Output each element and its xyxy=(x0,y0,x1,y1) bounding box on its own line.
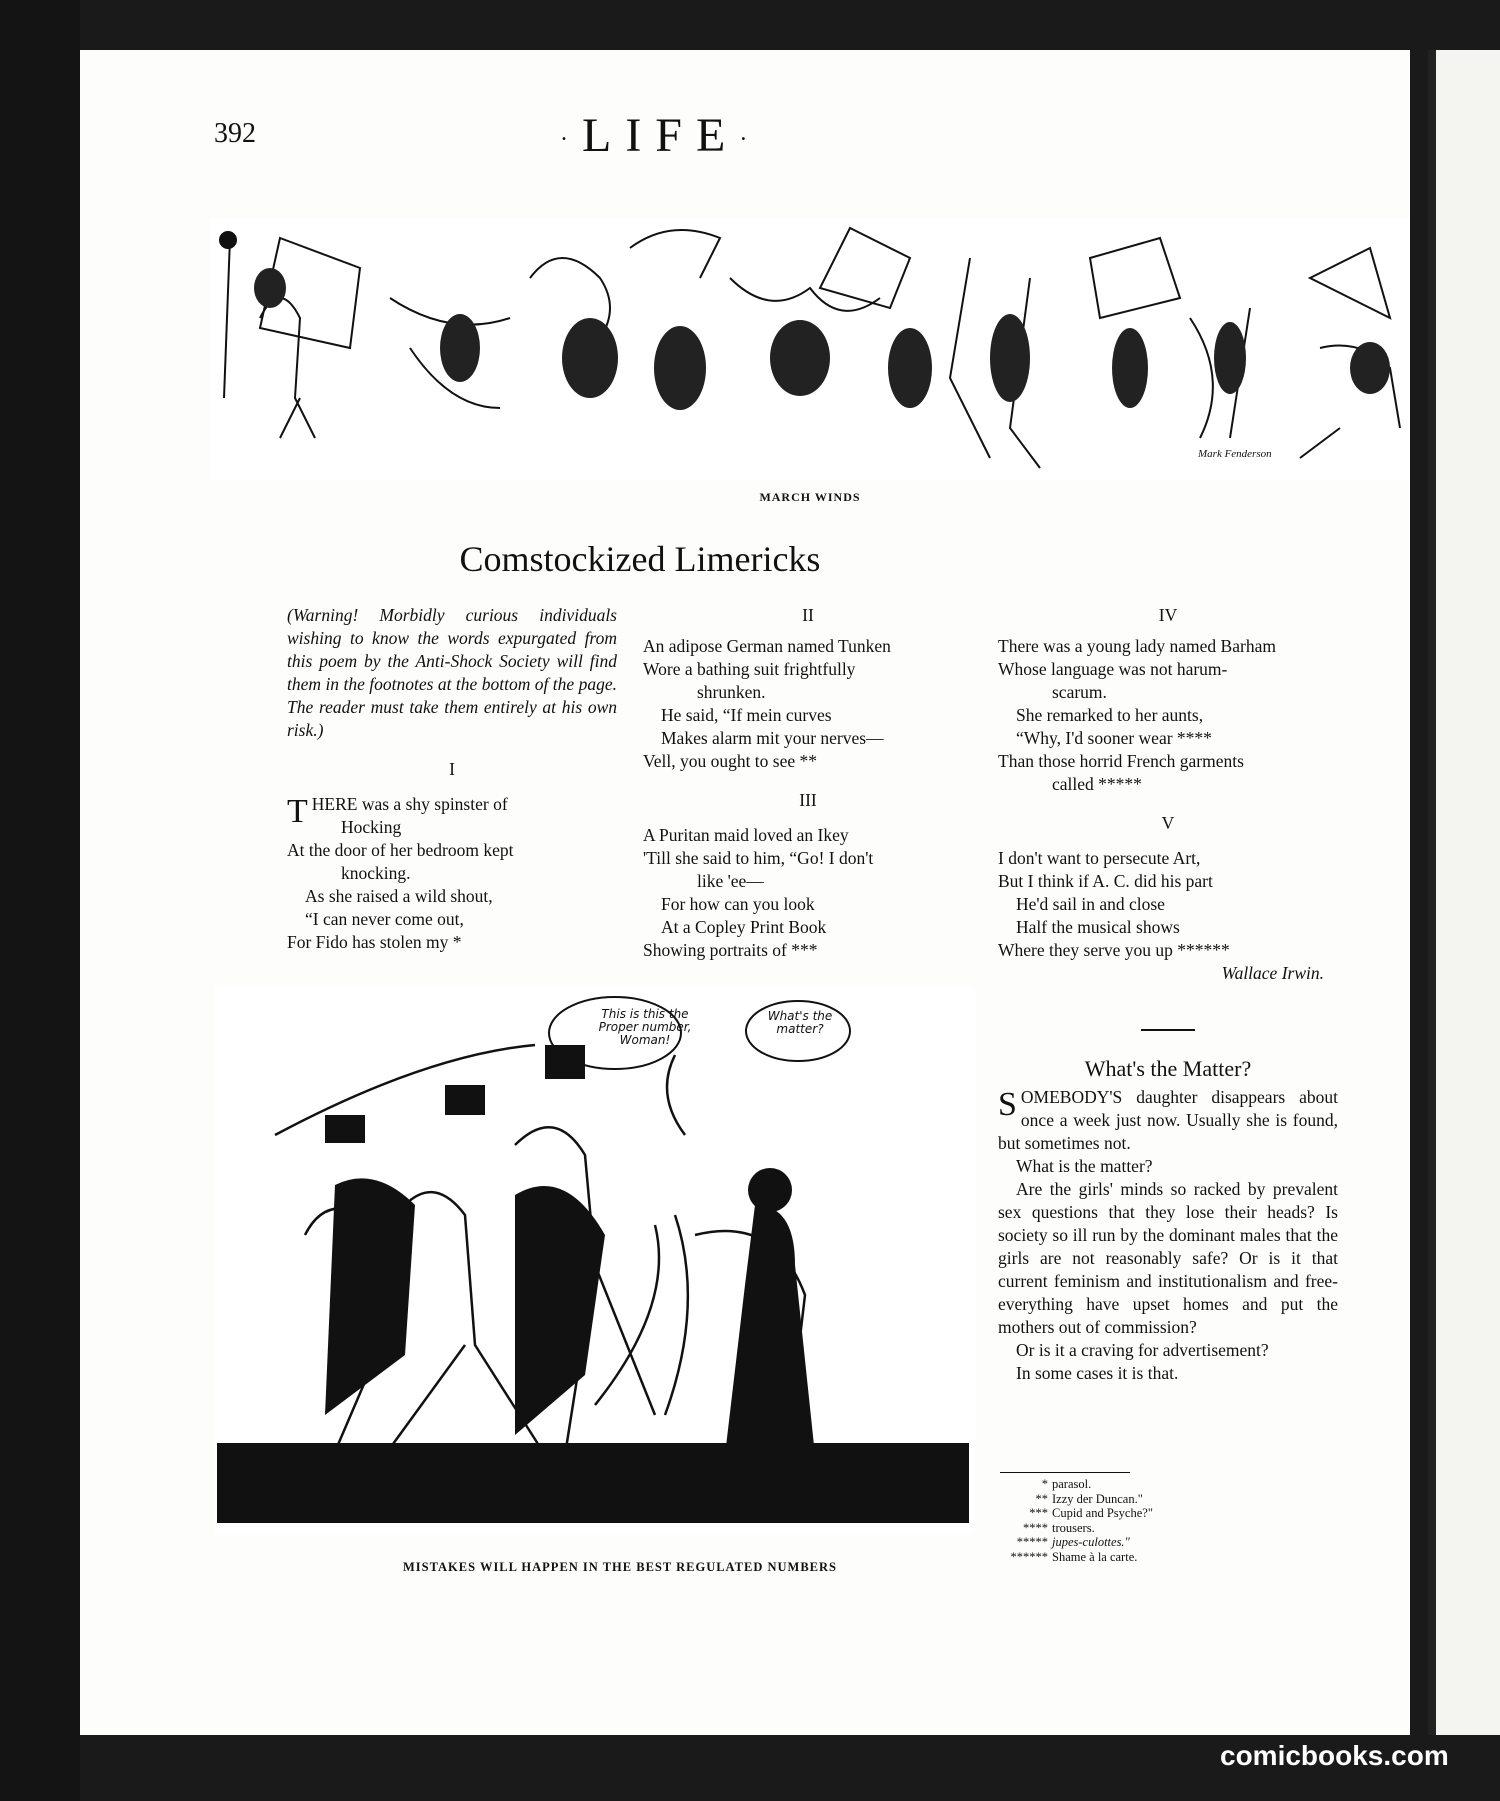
poem-line: Makes alarm mit your nerves— xyxy=(661,728,884,748)
footnote-rule xyxy=(1000,1472,1130,1473)
drop-cap: S xyxy=(998,1086,1017,1123)
speech-bubble-right: What's the matter? xyxy=(767,1009,833,1036)
poem-line: 'Till she said to him, “Go! I don't xyxy=(643,848,874,868)
stanza-numeral: V xyxy=(1161,813,1175,833)
poem-line: Showing portraits of *** xyxy=(643,940,818,960)
poem-line: “Why, I'd sooner wear **** xyxy=(1016,728,1212,748)
stanza-1 xyxy=(287,793,617,954)
poem-column-3 xyxy=(998,604,1338,1385)
footnote: *** Cupid and Psyche?" xyxy=(1029,1506,1153,1520)
poem-line: called ***** xyxy=(1052,774,1142,794)
poem-line: Whose language was not harum- xyxy=(998,659,1228,679)
stanza-numeral: III xyxy=(799,790,817,810)
poem-line: At a Copley Print Book xyxy=(661,917,827,937)
footnote: ** Izzy der Duncan." xyxy=(1035,1491,1143,1506)
poem-line: Vell, you ought to see ** xyxy=(643,751,818,771)
poem-line: knocking. xyxy=(341,863,411,883)
article-title: Comstockized Limericks xyxy=(459,539,821,579)
stanza-numeral: IV xyxy=(1158,605,1178,625)
poem-line: For how can you look xyxy=(661,894,815,914)
march-winds-cartoon xyxy=(210,218,1410,480)
poem-line: At the door of her bedroom kept xyxy=(287,840,514,860)
poem-line: He'd sail in and close xyxy=(1016,894,1165,914)
footnote: * parasol. xyxy=(1041,1477,1092,1491)
poem-line: She remarked to her aunts, xyxy=(1016,705,1204,725)
poem-line: HERE was a shy spinster of xyxy=(311,794,508,814)
top-cartoon-caption: MARCH WINDS xyxy=(759,490,861,504)
editorial-paragraph: OMEBODY'S daughter disappears about once a week just now. Usually she is found, but sometimes not. xyxy=(998,1087,1338,1153)
footnotes xyxy=(1000,1472,1200,1564)
poem-line: scarum. xyxy=(1052,682,1107,702)
poem-line: A Puritan maid loved an Ikey xyxy=(643,825,849,845)
poem-line: Wore a bathing suit frightfully xyxy=(643,659,856,679)
poem-column-1 xyxy=(287,604,617,954)
poem-line: “I can never come out, xyxy=(305,909,464,929)
poem-line: like 'ee— xyxy=(697,871,764,891)
footnote: **** trousers. xyxy=(1023,1520,1095,1535)
drop-cap: T xyxy=(287,793,308,830)
poem-line: Half the musical shows xyxy=(1016,917,1180,937)
masthead: ·LIFE· xyxy=(560,109,762,162)
poem-line: An adipose German named Tunken xyxy=(643,636,891,656)
scan-border-left xyxy=(0,0,80,1801)
editorial-paragraph: What is the matter? xyxy=(1016,1156,1153,1176)
stanza-numeral: I xyxy=(449,759,455,779)
poem-column-2 xyxy=(643,604,973,962)
editorial-body xyxy=(998,1086,1338,1385)
adjacent-page-edge xyxy=(1428,50,1500,1735)
poem-line: Where they serve you up ****** xyxy=(998,940,1230,960)
site-watermark: comicbooks.com xyxy=(1220,1740,1449,1771)
page-number: 392 xyxy=(214,118,256,149)
poem-line: shrunken. xyxy=(697,682,766,702)
editorial-heading: What's the Matter? xyxy=(1084,1056,1252,1081)
section-divider xyxy=(1141,1029,1195,1031)
magazine-title: LIFE xyxy=(582,109,740,162)
poem-line: There was a young lady named Barham xyxy=(998,636,1276,656)
editorial-paragraph: In some cases it is that. xyxy=(1016,1363,1179,1383)
poem-line: I don't want to persecute Art, xyxy=(998,848,1201,868)
poem-line: As she raised a wild shout, xyxy=(305,886,493,906)
dancers-cartoon xyxy=(215,985,975,1535)
poem-line: Hocking xyxy=(341,817,402,837)
poem-line: He said, “If mein curves xyxy=(661,705,832,725)
stanza-numeral: II xyxy=(802,605,814,625)
warning-intro: (Warning! Morbidly curious individuals wishing to know the words expurgated from this poem by the Anti-Shock Society will find them in the footnotes at the bottom of the page. The reader must take them entirely at his own risk.) xyxy=(287,605,617,740)
speech-bubble-left: This is this the Proper number, Woman! xyxy=(598,1007,692,1047)
editorial-paragraph: Are the girls' minds so racked by prevalent sex questions that they lose their heads? Is society so ill run by the dominant males that the girls are not reasonably safe? Or is it that current feminism and institutionalism and free-everything have upset homes and put the mothers out of commission? xyxy=(998,1179,1338,1337)
poem-line: For Fido has stolen my * xyxy=(287,932,462,952)
top-cartoon-signature: Mark Fenderson xyxy=(1198,448,1272,460)
author-signature: Wallace Irwin. xyxy=(1221,963,1324,983)
poem-line: Than those horrid French garments xyxy=(998,751,1244,771)
editorial-paragraph: Or is it a craving for advertisement? xyxy=(1016,1340,1269,1360)
footnote: ****** Shame à la carte. xyxy=(1010,1549,1138,1564)
footnote: ***** jupes-culottes." xyxy=(1016,1535,1130,1549)
poem-line: But I think if A. C. did his part xyxy=(998,871,1213,891)
bottom-cartoon-caption: MISTAKES WILL HAPPEN IN THE BEST REGULATED NUMBERS xyxy=(402,1560,837,1574)
